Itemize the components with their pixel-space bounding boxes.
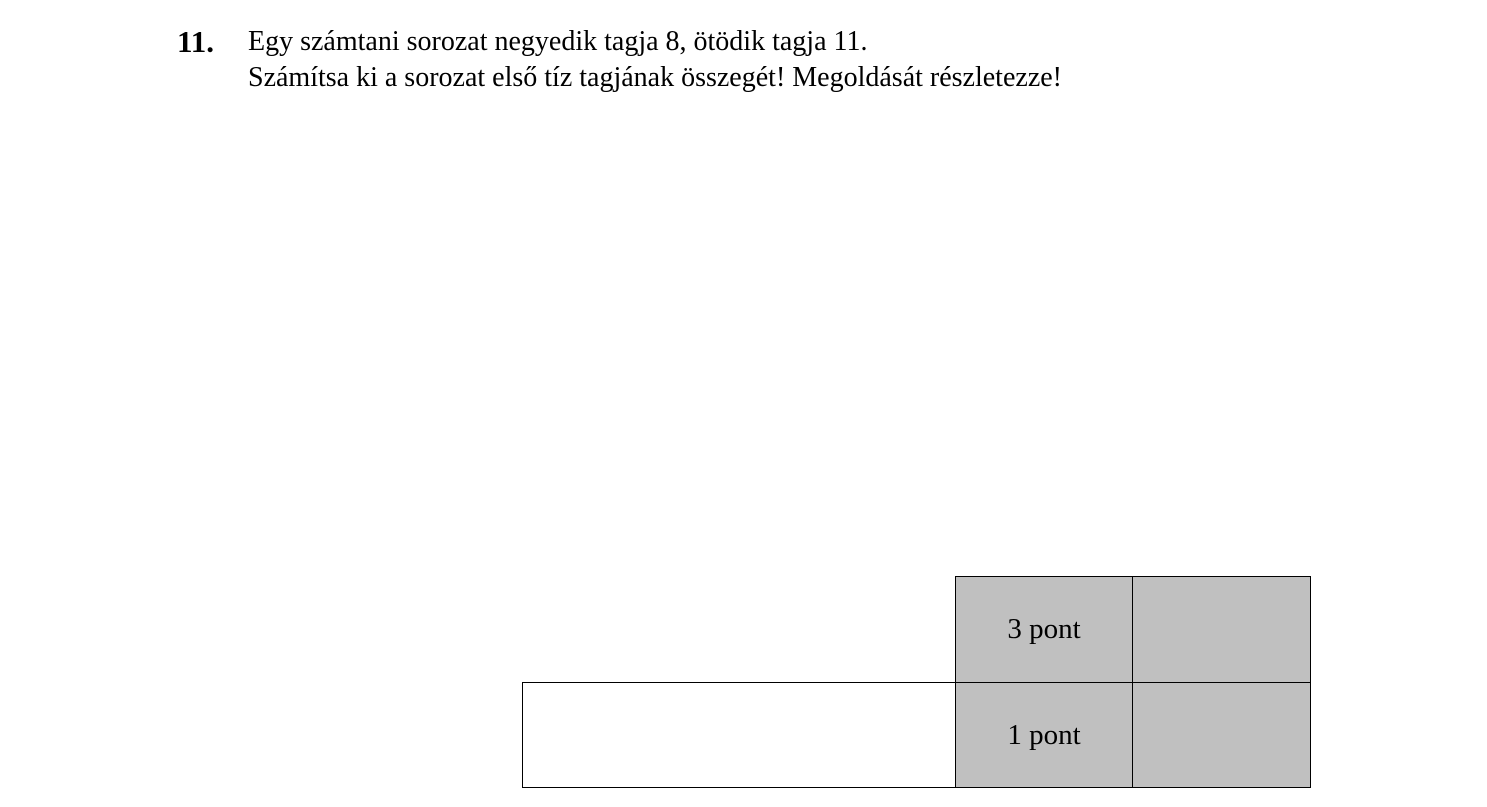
score-table (522, 576, 1311, 788)
problem-line-1: Egy számtani sorozat negyedik tagja 8, ötödik tagja 11. (248, 26, 868, 57)
problem-number: 11. (177, 24, 215, 59)
points-cell-2: 1 pont (955, 682, 1133, 788)
problem-statement (248, 24, 1062, 96)
score-box-1[interactable] (1132, 576, 1311, 683)
problem-line-2: Számítsa ki a sorozat első tíz tagjának összegét! Megoldását részletezze! (248, 62, 1062, 93)
points-cell-1: 3 pont (955, 576, 1133, 683)
total-box[interactable] (522, 682, 956, 788)
score-box-2[interactable] (1132, 682, 1311, 788)
